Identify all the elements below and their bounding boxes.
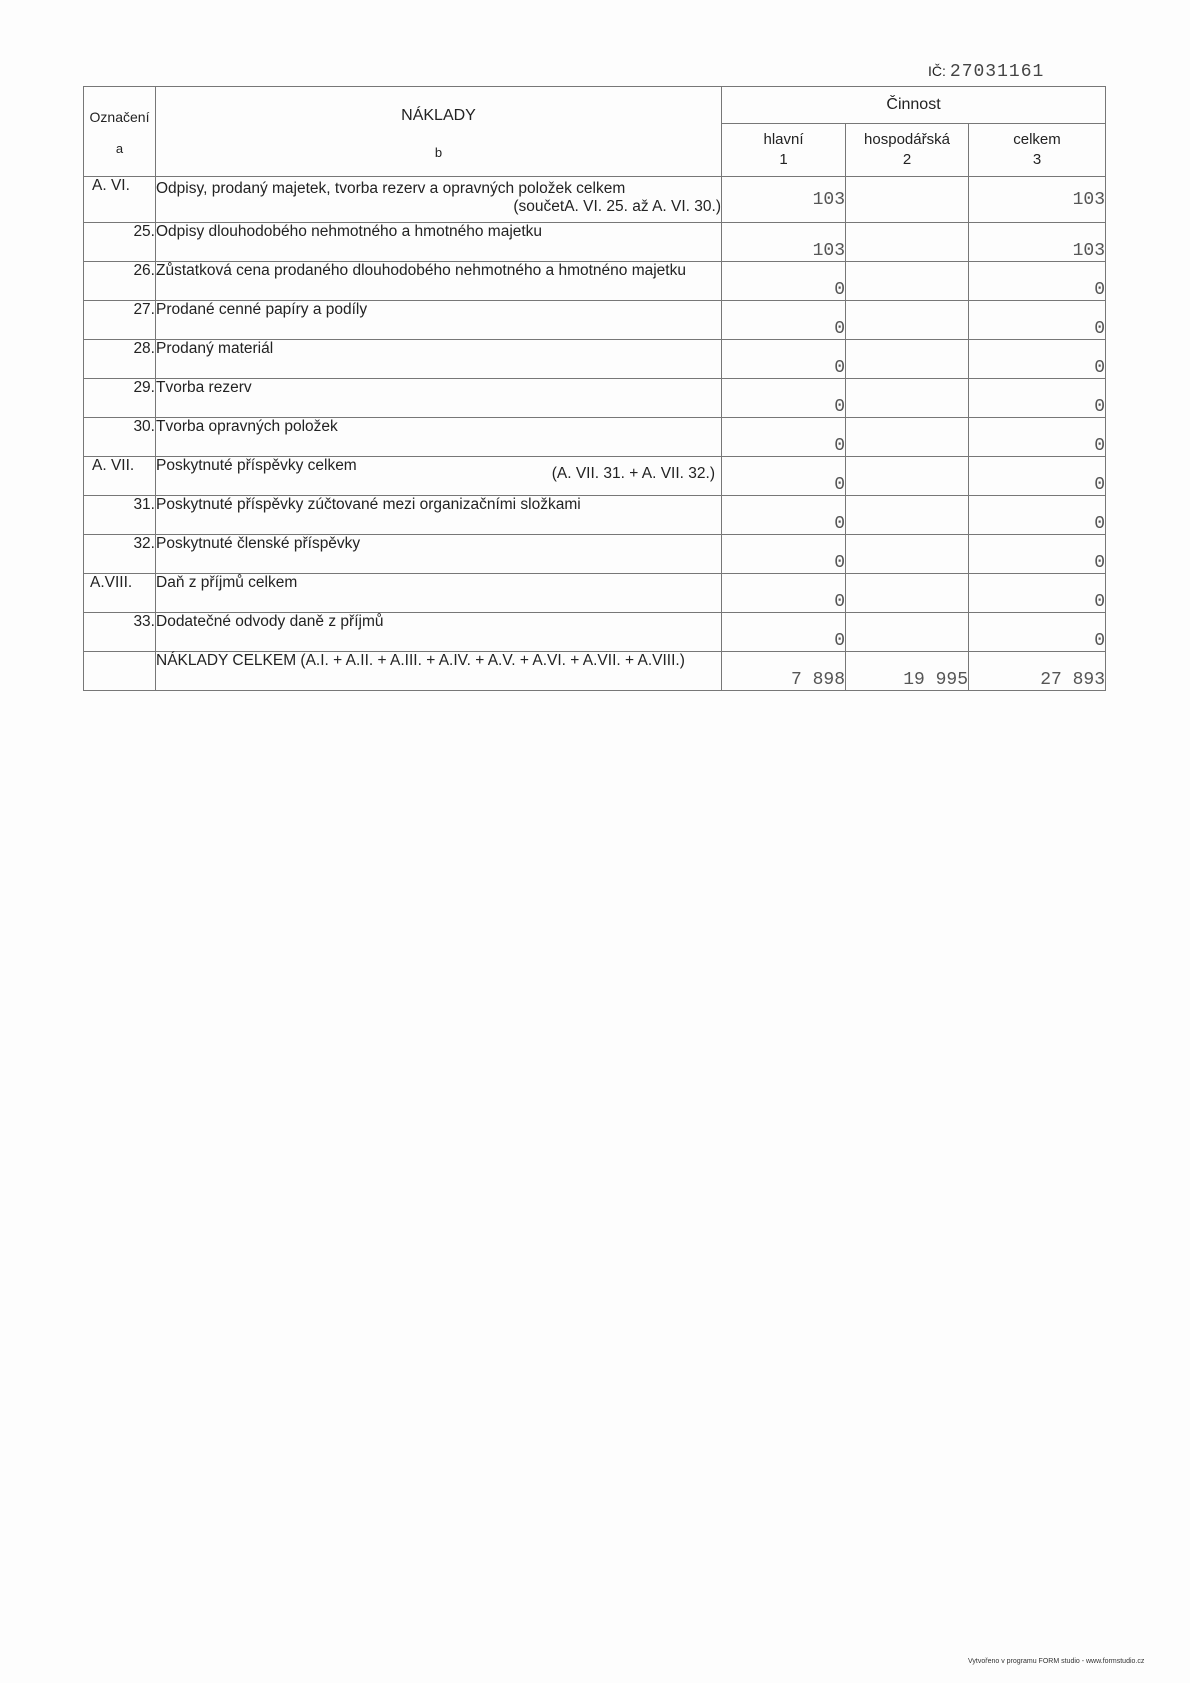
header-naklady-label: NÁKLADY: [401, 107, 476, 124]
table-row: [84, 418, 1106, 457]
value-celkem: 27 893: [969, 652, 1106, 691]
header-row-1: [84, 87, 1106, 124]
value-hospodarska: [846, 457, 969, 496]
value-celkem: 0: [969, 574, 1106, 613]
value-celkem: 103: [969, 223, 1106, 262]
value-hlavni: 0: [722, 340, 846, 379]
value-hlavni: 0: [722, 262, 846, 301]
row-code: 25.: [84, 223, 156, 262]
row-label-note: (součetA. VI. 25. až A. VI. 30.): [513, 198, 721, 215]
ic-value: 27031161: [949, 62, 1045, 82]
table-row: [84, 574, 1106, 613]
row-code: 28.: [84, 340, 156, 379]
value-celkem: 0: [969, 340, 1106, 379]
row-code: 31.: [84, 496, 156, 535]
value-hlavni: 0: [722, 418, 846, 457]
value-hospodarska: [846, 340, 969, 379]
value-hlavni: 0: [722, 457, 846, 496]
table-row-total: [84, 652, 1106, 691]
row-label: Zůstatková cena prodaného dlouhodobého nehmotného a hmotnéno majetku: [156, 262, 722, 301]
table-row: [84, 535, 1106, 574]
header-naklady-sub: b: [434, 145, 443, 160]
value-hospodarska: [846, 177, 969, 223]
value-hospodarska: [846, 418, 969, 457]
row-code: A. VI.: [84, 177, 156, 223]
value-hospodarska: [846, 379, 969, 418]
value-celkem: 0: [969, 379, 1106, 418]
col-name: hospodářská: [864, 131, 950, 148]
row-code: 33.: [84, 613, 156, 652]
value-hospodarska: [846, 301, 969, 340]
value-celkem: 0: [969, 613, 1106, 652]
header-col-hlavni: [722, 124, 846, 177]
table-row: [84, 379, 1106, 418]
row-label: Poskytnuté příspěvky zúčtované mezi organizačními složkami: [156, 496, 722, 535]
header-cinnost: Činnost: [722, 87, 1106, 124]
table-row: [84, 223, 1106, 262]
row-label: Prodaný materiál: [156, 340, 722, 379]
header-naklady: [156, 87, 722, 177]
table-row: [84, 496, 1106, 535]
col-num: 2: [902, 151, 912, 168]
row-code: A. VII.: [84, 457, 156, 496]
value-hospodarska: [846, 223, 969, 262]
row-label: [156, 177, 722, 223]
value-celkem: 0: [969, 418, 1106, 457]
value-celkem: 0: [969, 301, 1106, 340]
value-hospodarska: [846, 613, 969, 652]
value-hlavni: 0: [722, 613, 846, 652]
value-celkem: 0: [969, 535, 1106, 574]
value-hospodarska: [846, 535, 969, 574]
header-oznaceni-sub: a: [115, 141, 124, 156]
row-label: Odpisy dlouhodobého nehmotného a hmotného majetku: [156, 223, 722, 262]
header-oznaceni-label: Označení: [89, 109, 150, 125]
row-label-text: Odpisy, prodaný majetek, tvorba rezerv a opravných položek celkem: [156, 180, 626, 197]
row-label: Dodatečné odvody daně z příjmů: [156, 613, 722, 652]
row-label: Tvorba rezerv: [156, 379, 722, 418]
value-hospodarska: [846, 574, 969, 613]
row-code: 29.: [84, 379, 156, 418]
value-hospodarska: [846, 496, 969, 535]
value-hlavni: 103: [722, 177, 846, 223]
value-celkem: 0: [969, 457, 1106, 496]
row-label-note: (A. VII. 31. + A. VII. 32.): [551, 465, 715, 482]
row-code: A.VIII.: [84, 574, 156, 613]
table-row: [84, 177, 1106, 223]
header-col-celkem: [969, 124, 1106, 177]
col-name: hlavní: [763, 131, 804, 148]
value-hospodarska: 19 995: [846, 652, 969, 691]
table-row: [84, 301, 1106, 340]
footer-credit: Vytvořeno v programu FORM studio - www.formstudio.cz: [968, 1658, 1145, 1665]
ic-field: [928, 62, 1044, 82]
header-oznaceni: [84, 87, 156, 177]
col-num: 1: [779, 151, 788, 168]
col-num: 3: [1032, 151, 1042, 168]
row-code: 32.: [84, 535, 156, 574]
value-celkem: 103: [969, 177, 1106, 223]
row-code: 26.: [84, 262, 156, 301]
value-celkem: 0: [969, 262, 1106, 301]
row-label: Daň z příjmů celkem: [156, 574, 722, 613]
row-label: Prodané cenné papíry a podíly: [156, 301, 722, 340]
table-row: [84, 262, 1106, 301]
table-row: [84, 340, 1106, 379]
row-label-text: Poskytnuté příspěvky celkem: [156, 457, 357, 474]
value-hlavni: 0: [722, 535, 846, 574]
row-label: NÁKLADY CELKEM (A.I. + A.II. + A.III. + A.IV. + A.V. + A.VI. + A.VII. + A.VIII.): [156, 652, 722, 691]
value-hlavni: 103: [722, 223, 846, 262]
value-hlavni: 7 898: [722, 652, 846, 691]
value-celkem: 0: [969, 496, 1106, 535]
table-row: [84, 457, 1106, 496]
costs-table: [83, 86, 1106, 691]
value-hospodarska: [846, 262, 969, 301]
row-code: [84, 652, 156, 691]
row-label: [156, 457, 722, 496]
value-hlavni: 0: [722, 301, 846, 340]
value-hlavni: 0: [722, 379, 846, 418]
col-name: celkem: [1013, 131, 1061, 148]
row-code: 30.: [84, 418, 156, 457]
row-label: Poskytnuté členské příspěvky: [156, 535, 722, 574]
value-hlavni: 0: [722, 496, 846, 535]
ic-label: IČ:: [928, 63, 946, 79]
value-hlavni: 0: [722, 574, 846, 613]
header-col-hospodarska: [846, 124, 969, 177]
row-code: 27.: [84, 301, 156, 340]
table-row: [84, 613, 1106, 652]
row-label: Tvorba opravných položek: [156, 418, 722, 457]
